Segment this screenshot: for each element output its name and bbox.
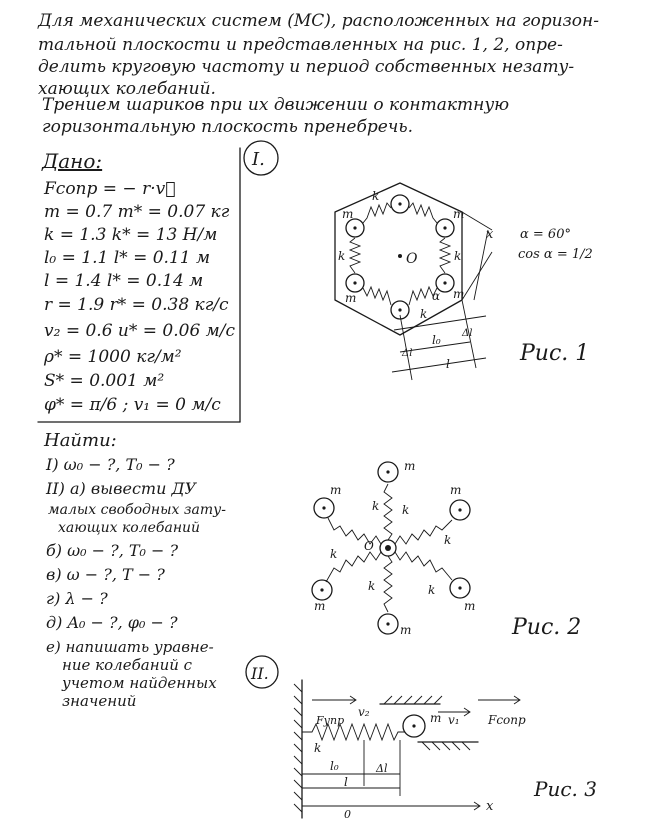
section-one-marker	[244, 141, 278, 175]
label-k: k	[420, 307, 428, 321]
figure-2-caption: Рис. 2	[512, 615, 582, 640]
label-m: m	[404, 459, 416, 473]
given-item: k = 1.3 k* = 13 Н/м	[44, 225, 218, 245]
figure-1-caption: Рис. 1	[520, 341, 590, 366]
section-one-label: I.	[252, 149, 265, 170]
given-item: m = 0.7 m* = 0.07 кг	[44, 202, 230, 222]
problem-statement	[37, 11, 599, 137]
label-m: m	[430, 711, 442, 725]
find-heading: Найти:	[44, 430, 117, 451]
label-k: k	[330, 547, 338, 561]
given-item: l = 1.4 l* = 0.14 м	[44, 271, 204, 291]
label-dl: Δl	[402, 348, 413, 359]
label-k: k	[454, 249, 462, 263]
label-m: m	[453, 287, 465, 301]
label-dl: Δl	[462, 328, 473, 339]
label-k: k	[372, 189, 380, 203]
spring-k	[363, 287, 391, 305]
center-label: O	[364, 539, 374, 553]
spring-k	[384, 556, 392, 612]
figure-1	[335, 183, 593, 380]
find-item: II) а) вывести ДУ	[46, 479, 197, 498]
label-x: x	[486, 227, 494, 242]
find-block	[43, 430, 226, 710]
find-item: ние колебаний с	[62, 656, 193, 674]
spring-k	[409, 203, 437, 223]
cos-alpha-note: cos α = 1/2	[518, 247, 593, 262]
label-k: k	[402, 503, 410, 517]
given-item: l₀ = 1.1 l* = 0.11 м	[44, 248, 211, 268]
section-two-label: II.	[251, 664, 269, 683]
problem-line: делить круговую частоту и период собственных незату-	[38, 57, 575, 77]
find-item: хающих колебаний	[58, 520, 201, 536]
find-item: д) A₀ − ?, φ₀ − ?	[46, 613, 178, 632]
section-two-marker	[246, 656, 278, 688]
problem-line: Трением шариков при их движении о контактную	[42, 95, 510, 115]
given-item: v₂ = 0.6 u* = 0.06 м/с	[44, 321, 236, 341]
center-point	[398, 254, 402, 258]
find-item: I) ω₀ − ?, T₀ − ?	[46, 455, 175, 474]
spring-k	[350, 238, 360, 273]
label-m: m	[342, 207, 354, 221]
given-item: ρ* = 1000 кг/м²	[44, 347, 182, 367]
find-item: г) λ − ?	[46, 589, 108, 608]
problem-line: тальной плоскости и представленных на рис. 1, 2, опре-	[38, 35, 563, 55]
origin-label: 0	[344, 808, 351, 821]
label-m: m	[450, 483, 462, 497]
label-m: m	[330, 483, 342, 497]
find-item: значений	[62, 692, 137, 710]
label-alpha: α	[432, 289, 441, 303]
find-item: в) ω − ?, T − ?	[46, 565, 165, 584]
label-v2: v₂	[358, 705, 370, 719]
label-m: m	[400, 623, 412, 637]
figure-3-caption: Рис. 3	[534, 777, 597, 801]
label-m: m	[453, 207, 465, 221]
label-f-upr: Fупр	[316, 714, 345, 727]
label-dl: Δl	[376, 762, 388, 775]
given-item: S* = 0.001 м²	[44, 371, 165, 391]
given-item: Fсопр = − r·v⃗	[44, 179, 176, 199]
figure-3	[294, 680, 597, 821]
label-l0: l₀	[432, 333, 441, 347]
problem-line: хающих колебаний.	[38, 79, 216, 99]
label-v1: v₁	[448, 713, 460, 727]
label-k: k	[444, 533, 452, 547]
label-m: m	[464, 599, 476, 613]
wall-hatching	[294, 684, 302, 812]
label-k: k	[338, 249, 346, 263]
label-k: k	[372, 499, 380, 513]
problem-line: Для механических систем (МС), расположенных на горизон-	[38, 11, 599, 31]
label-m: m	[314, 599, 326, 613]
given-block	[41, 149, 235, 415]
label-l: l	[344, 775, 348, 789]
label-k: k	[368, 579, 376, 593]
find-item: учетом найденных	[62, 674, 217, 692]
label-l0: l₀	[330, 759, 339, 773]
alpha-note: α = 60°	[520, 227, 571, 242]
label-m: m	[345, 291, 357, 305]
find-item: малых свободных зату-	[48, 502, 226, 518]
spring-k	[363, 203, 391, 223]
problem-line: горизонтальную плоскость пренебречь.	[42, 117, 414, 137]
find-item: е) напишать уравне-	[46, 638, 214, 656]
label-f-sopr: Fсопр	[488, 713, 526, 727]
label-k: k	[428, 583, 436, 597]
find-item: б) ω₀ − ?, T₀ − ?	[46, 541, 179, 560]
spring-k	[384, 484, 392, 540]
center-label: O	[406, 251, 418, 267]
spring-k	[440, 238, 450, 273]
given-item: φ* = π/6 ; v₁ = 0 м/с	[44, 395, 221, 415]
given-heading: Дано:	[42, 149, 103, 173]
label-l: l	[446, 357, 450, 371]
label-x: x	[486, 799, 494, 814]
given-item: r = 1.9 r* = 0.38 кг/с	[44, 295, 229, 315]
spring-k	[395, 552, 452, 580]
figure-2	[312, 459, 581, 640]
label-k: k	[314, 741, 322, 755]
